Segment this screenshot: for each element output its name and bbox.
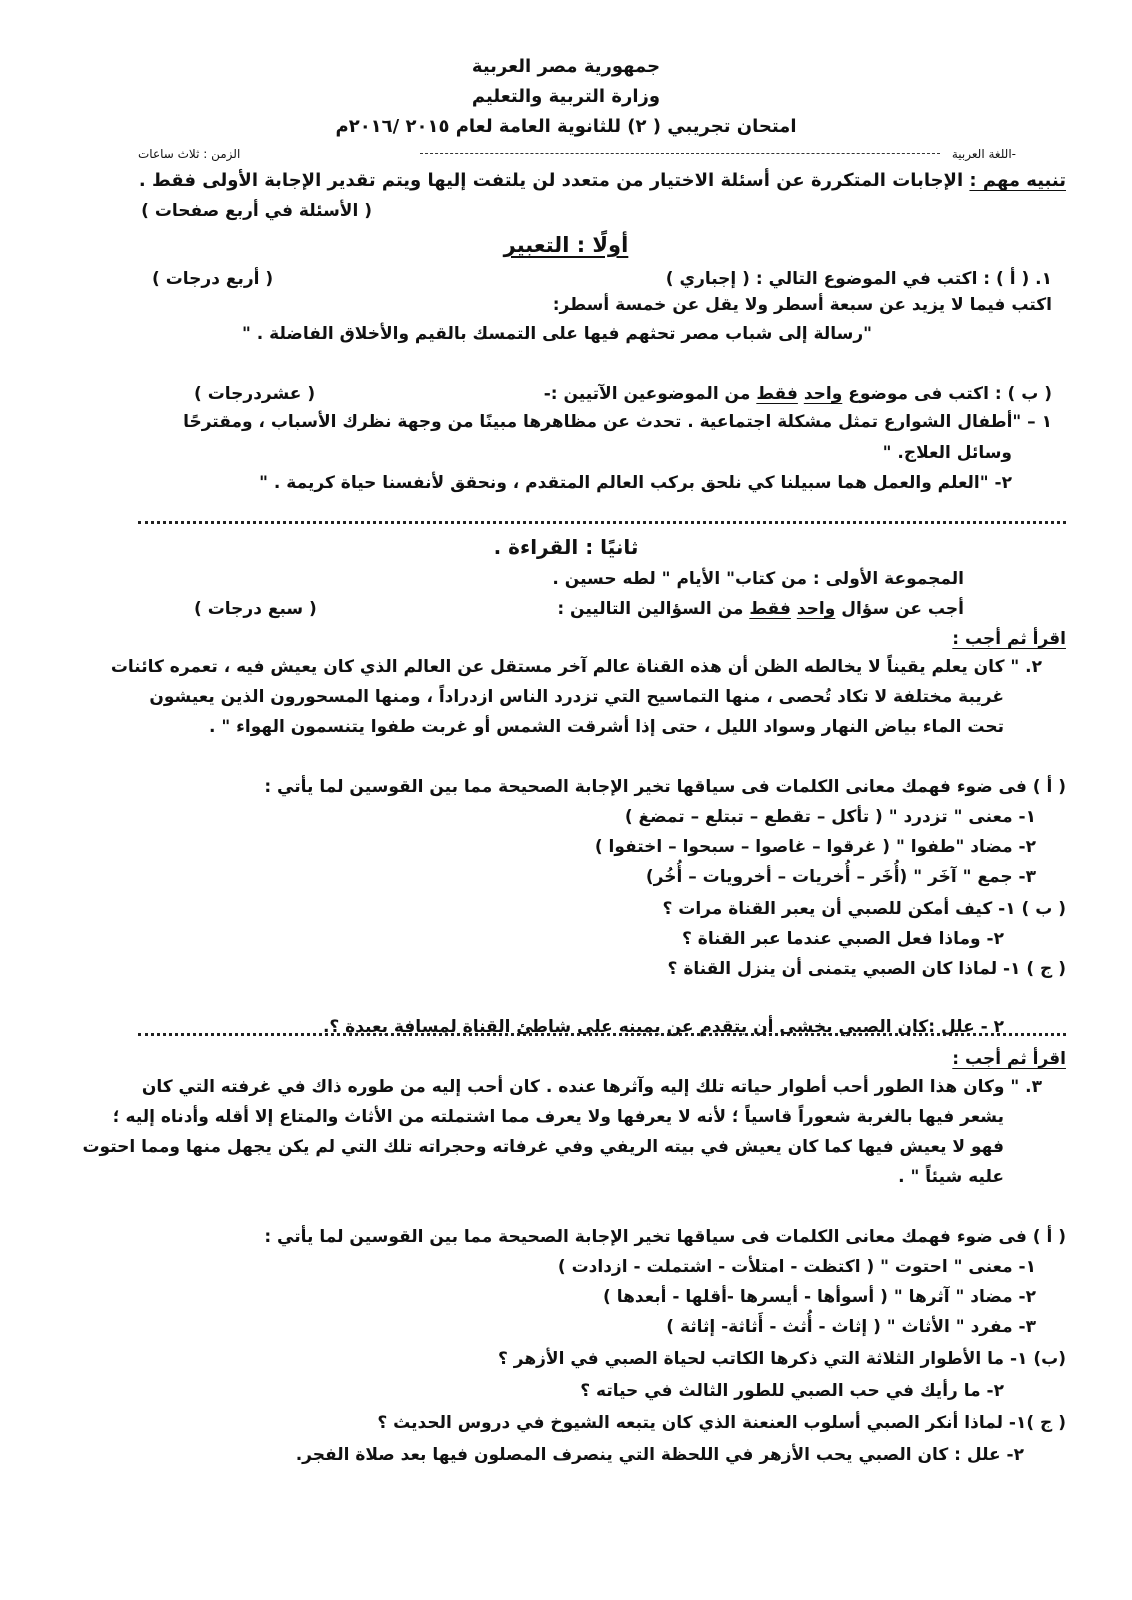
notice-line	[139, 170, 1066, 192]
q1b-word-only: فقط	[756, 384, 798, 404]
q3-passage-line3: فهو لا يعيش فيها كما كان يعيش في بيته الريفي وفي غرفاته وحجراته تلك التي لم يكن يجهل منها ومما احتوت	[82, 1137, 1004, 1157]
q1a-topic: "رسالة إلى شباب مصر تحثهم فيها على التمسك بالقيم والأخلاق الفاضلة . "	[242, 324, 872, 344]
q1b-prefix: ( ب ) : اكتب فى موضوع	[842, 384, 1052, 404]
q2a-item3: ٣- جمع " آخَر " (أُخَر – أُخريات – أخرويات – أُخُر)	[645, 867, 1036, 887]
read-answer-label-q3: اقرأ ثم أجب :	[952, 1049, 1066, 1069]
header-dashed-line	[420, 153, 940, 154]
reading-instruction	[557, 598, 964, 620]
reading-instr-one: واحد	[796, 599, 836, 619]
q1a-prompt: ١. ( أ ) : اكتب في الموضوع التالي : ( إجباري )	[665, 269, 1052, 289]
q1b-option-1-line1: ١ – "أطفال الشوارع تمثل مشكلة اجتماعية . تحدث عن مظاهرها مبينًا من وجهة نظرك الأسباب ، ومقترحًا	[183, 412, 1052, 432]
reading-instr-only: فقط	[749, 599, 791, 619]
question-divider	[138, 1033, 1066, 1036]
reading-marks: ( سبع درجات )	[194, 599, 317, 619]
q1b-prompt	[544, 383, 1052, 405]
reading-instr-suffix: من السؤالين التاليين :	[557, 599, 750, 619]
notice-label: تنبيه مهم :	[969, 170, 1066, 191]
q3-passage-line2: يشعر فيها بالغربة شعوراً قاسياً ؛ لأنه لا يعرفها ولا يعرف مما اشتملته من الأثاث والمتاع إلا أقله وأدناه إليه ؛	[112, 1107, 1004, 1127]
section-title-reading: ثانيًا : القراءة .	[493, 535, 639, 559]
q3b-item2: ٢- ما رأيك في حب الصبي للطور الثالث في حياته ؟	[580, 1381, 1004, 1401]
q1b-suffix: من الموضوعين الآتيين :-	[543, 384, 757, 404]
group-label: المجموعة الأولى : من كتاب" الأيام " لطه حسين .	[552, 569, 964, 589]
reading-instr-prefix: أجب عن سؤال	[835, 599, 964, 619]
q2a-item2: ٢- مضاد "طفوا " ( غرقوا – غاصوا – سبحوا – اختفوا )	[594, 837, 1036, 857]
q1b-option-1-line2: وسائل العلاج. "	[882, 443, 1012, 463]
time-label: الزمن : ثلاث ساعات	[138, 147, 241, 161]
q1b-marks: ( عشردرجات )	[194, 384, 316, 404]
q2a-item1: ١- معنى " تزدرد " ( تأكل – تقطع – تبتلع – تمضغ )	[624, 807, 1036, 827]
q3c-item2: ٢- علل : كان الصبي يحب الأزهر في اللحظة التي ينصرف المصلون فيها بعد صلاة الفجر.	[295, 1445, 1024, 1465]
subject-label: -اللغة العربية	[951, 147, 1016, 161]
q3b-item1: (ب) ١- ما الأطوار الثلاثة التي ذكرها الكاتب لحياة الصبي في الأزهر ؟	[497, 1349, 1066, 1369]
q3c-item1: ( ج )١- لماذا أنكر الصبي أسلوب العنعنة الذي كان يتبعه الشيوخ في دروس الحديث ؟	[377, 1413, 1066, 1433]
q2a-head: ( أ ) فى ضوء فهمك معانى الكلمات فى سياقها تخير الإجابة الصحيحة مما بين القوسين لما يأتي :	[264, 777, 1066, 797]
header-country: جمهورية مصر العربية	[471, 56, 661, 77]
q3-passage-line4: عليه شيئاً " .	[898, 1167, 1004, 1187]
q2c-item2: ٢ - علل :كان الصبي يخشى أن يتقدم عن يمينه على شاطئ القناة لمسافة بعيدة ؟.	[322, 1017, 1004, 1037]
q3a-item1: ١- معنى " احتوت " ( اكتظت - امتلأت - اشتملت - ازدادت )	[557, 1257, 1036, 1277]
q1a-instruction: اكتب فيما لا يزيد عن سبعة أسطر ولا يقل عن خمسة أسطر:	[552, 295, 1052, 315]
q3-passage-line1: ٣. " وكان هذا الطور أحب أطوار حياته تلك إليه وآثرها عنده . كان أحب إليه من طوره ذاك في غرفته التي كان	[141, 1077, 1042, 1097]
notice-text: الإجابات المتكررة عن أسئلة الاختيار من متعدد لن يلتفت إليها ويتم تقدير الإجابة الأولى فقط .	[138, 170, 970, 191]
q1a-marks: ( أربع درجات )	[152, 269, 274, 289]
section-title-expression: أولًا : التعبير	[503, 233, 629, 257]
pages-note: ( الأسئلة في أربع صفحات )	[141, 201, 372, 221]
q2-passage-line3: تحت الماء بياض النهار وسواد الليل ، حتى إذا أشرقت الشمس أو غربت طفوا يتنسمون الهواء " .	[209, 717, 1004, 737]
q1b-option-2: ٢- "العلم والعمل هما سبيلنا كي نلحق بركب العالم المتقدم ، ونحقق لأنفسنا حياة كريمة . "	[259, 473, 1012, 493]
q2b-item1: ( ب ) ١- كيف أمكن للصبي أن يعبر القناة مرات ؟	[662, 899, 1066, 919]
header-exam-title: امتحان تجريبي ( ٢) للثانوية العامة لعام ٢٠١٥ /٢٠١٦م	[335, 116, 797, 137]
header-ministry: وزارة التربية والتعليم	[471, 86, 661, 107]
q2-passage-line1: ٢. " كان يعلم يقيناً لا يخالطه الظن أن هذه القناة عالم آخر مستقل عن العالم الذي كان يعيش فيه ، تعمره كائنات	[110, 657, 1042, 677]
q2-passage-line2: غريبة مختلفة لا تكاد تُحصى ، منها التماسيح التي تزدرد الناس ازدراداً ، ومنها المسحورون الذين يعيشون	[149, 687, 1004, 707]
section-divider	[138, 521, 1066, 524]
q3a-item2: ٢- مضاد " آثرها " ( أسوأها - أيسرها -أقلها - أبعدها )	[603, 1287, 1036, 1307]
q1b-word-one: واحد	[803, 384, 843, 404]
q3a-head: ( أ ) فى ضوء فهمك معانى الكلمات فى سياقها تخير الإجابة الصحيحة مما بين القوسين لما يأتي :	[264, 1227, 1066, 1247]
q2c-item1: ( ج ) ١- لماذا كان الصبي يتمنى أن ينزل القناة ؟	[667, 959, 1066, 979]
q3a-item3: ٣- مفرد " الأثاث " ( إثاث - أُثث - أَثاثة- إثاثة )	[666, 1317, 1036, 1337]
q2b-item2: ٢- وماذا فعل الصبي عندما عبر القناة ؟	[682, 929, 1004, 949]
read-answer-label-q2: اقرأ ثم أجب :	[952, 629, 1066, 649]
